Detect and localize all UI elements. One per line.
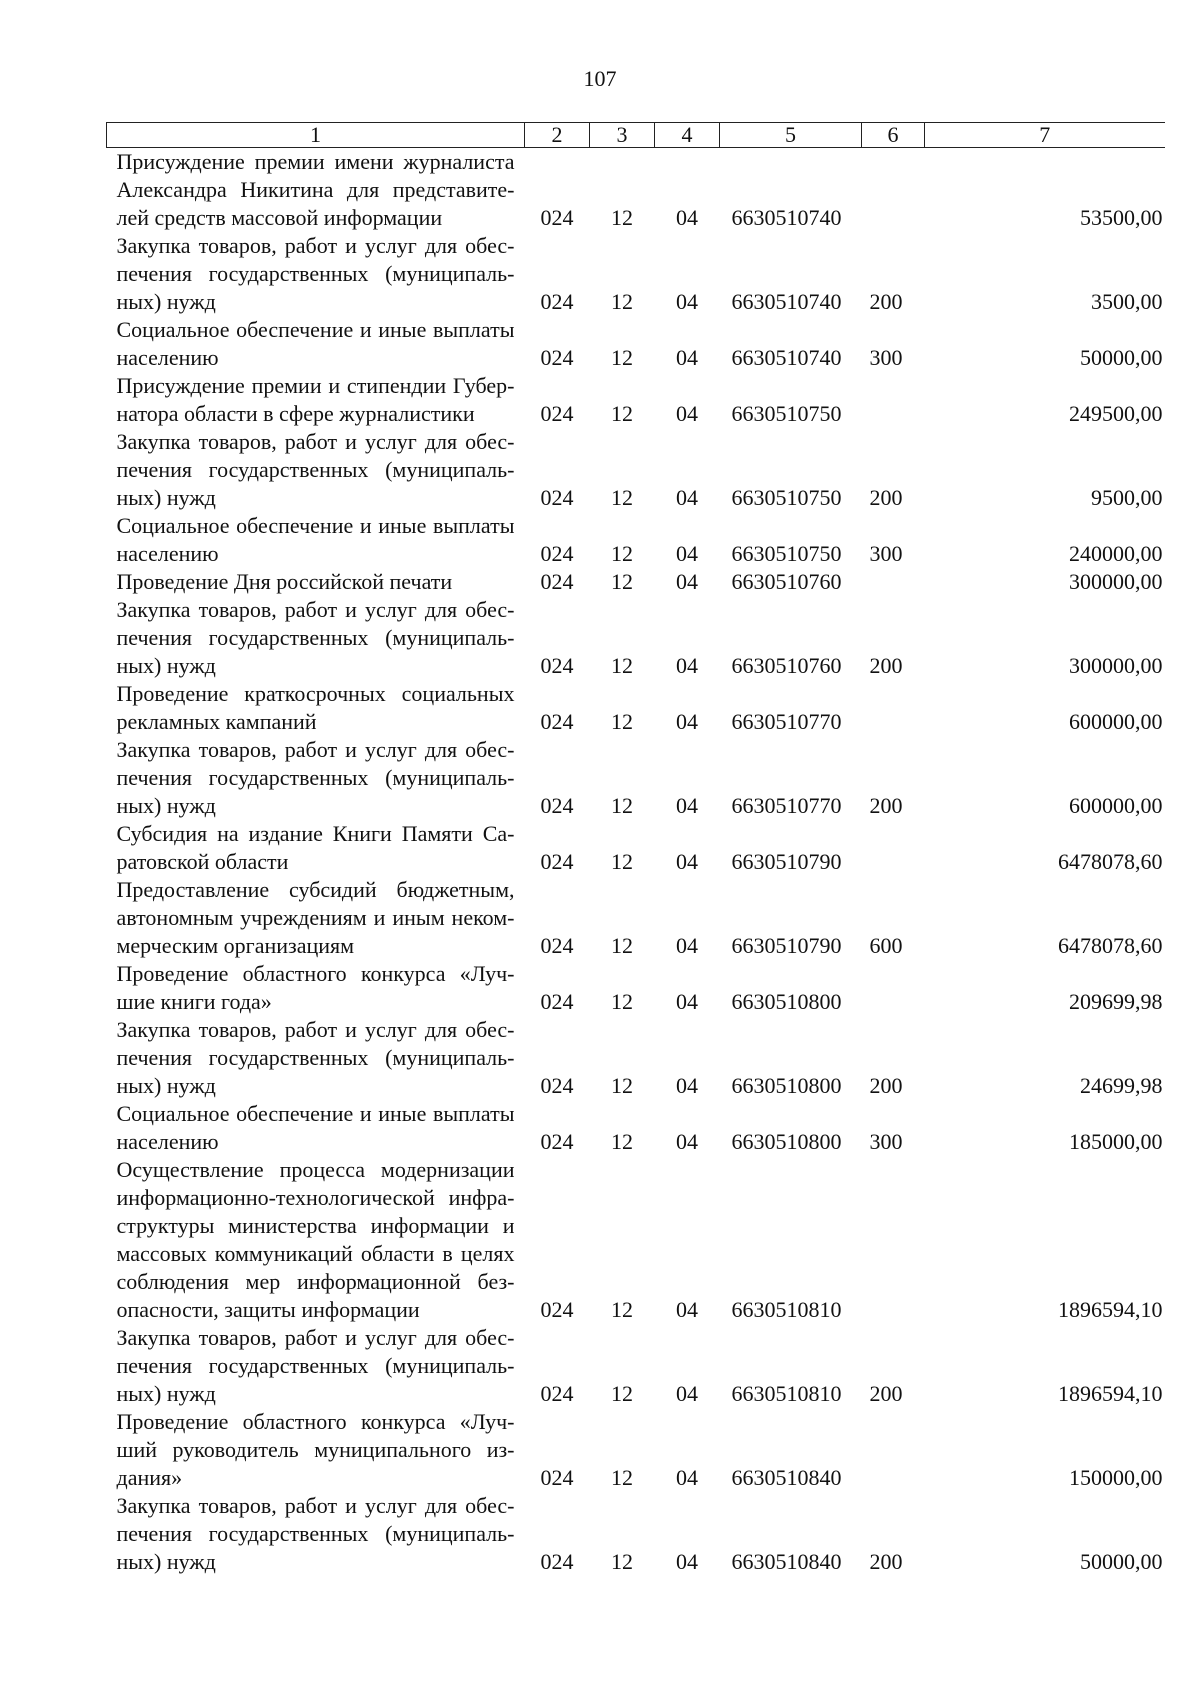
row-ministry-code: 024	[540, 709, 574, 734]
column-header-5: 5	[720, 123, 862, 148]
table-row	[107, 596, 1165, 680]
row-section-code: 12	[611, 541, 633, 566]
row-target-article: 6630510760	[731, 653, 842, 678]
page-number: 107	[583, 66, 617, 91]
row-ministry-code: 024	[540, 541, 574, 566]
table-row	[107, 316, 1165, 372]
row-subsection-code: 04	[676, 485, 698, 510]
row-amount: 50000,00	[1080, 1549, 1163, 1574]
row-target-article: 6630510740	[731, 205, 842, 230]
row-ministry-code: 024	[540, 1465, 574, 1490]
row-expense-type: 200	[869, 653, 903, 678]
row-expense-type: 200	[869, 289, 903, 314]
row-subsection-code: 04	[676, 793, 698, 818]
row-expense-type: 200	[869, 485, 903, 510]
row-description: Закупка товаров, работ и услуг для обес-печения государственных (муниципаль-ных) нужд	[116, 233, 515, 314]
row-description: Закупка товаров, работ и услуг для обес-печения государственных (муниципаль-ных) нужд	[116, 597, 515, 678]
row-description: Проведение краткосрочных социальных рекламных кампаний	[116, 681, 515, 734]
row-ministry-code: 024	[540, 289, 574, 314]
row-target-article: 6630510750	[731, 485, 842, 510]
row-section-code: 12	[611, 289, 633, 314]
row-expense-type	[862, 960, 925, 1016]
row-expense-type	[862, 820, 925, 876]
row-subsection-code: 04	[676, 345, 698, 370]
table-row	[107, 568, 1165, 596]
row-section-code: 12	[611, 1297, 633, 1322]
table-row	[107, 1156, 1165, 1324]
row-description: Предоставление субсидий бюджетным, автономным учреждениям и иным неком-мерческим организациям	[116, 877, 515, 958]
row-amount: 24699,98	[1080, 1073, 1163, 1098]
row-ministry-code: 024	[540, 569, 574, 594]
row-section-code: 12	[611, 1549, 633, 1574]
row-subsection-code: 04	[676, 709, 698, 734]
table-row	[107, 232, 1165, 316]
row-section-code: 12	[611, 849, 633, 874]
row-amount: 1896594,10	[1058, 1297, 1163, 1322]
row-subsection-code: 04	[676, 1465, 698, 1490]
row-target-article: 6630510790	[731, 933, 842, 958]
row-description: Осуществление процесса модернизации информационно-технологической инфра-структуры министерства информации и массовых коммуникаций области в целях соблюдения мер информационной без-опасности, защиты информации	[116, 1157, 515, 1322]
row-ministry-code: 024	[540, 205, 574, 230]
row-subsection-code: 04	[676, 849, 698, 874]
row-description: Проведение Дня российской печати	[116, 569, 453, 594]
row-section-code: 12	[611, 569, 633, 594]
row-amount: 3500,00	[1091, 289, 1163, 314]
row-description: Присуждение премии и стипендии Губер-натора области в сфере журналистики	[116, 373, 515, 426]
row-amount: 240000,00	[1069, 541, 1163, 566]
row-target-article: 6630510770	[731, 793, 842, 818]
row-expense-type: 600	[869, 933, 903, 958]
row-ministry-code: 024	[540, 1297, 574, 1322]
row-section-code: 12	[611, 793, 633, 818]
row-subsection-code: 04	[676, 1381, 698, 1406]
row-ministry-code: 024	[540, 1549, 574, 1574]
row-amount: 249500,00	[1069, 401, 1163, 426]
column-header-4: 4	[655, 123, 720, 148]
row-amount: 600000,00	[1069, 709, 1163, 734]
row-amount: 9500,00	[1091, 485, 1163, 510]
table-header	[107, 123, 1165, 148]
table-row	[107, 148, 1165, 233]
row-description: Закупка товаров, работ и услуг для обес-печения государственных (муниципаль-ных) нужд	[116, 1017, 515, 1098]
row-amount: 53500,00	[1080, 205, 1163, 230]
table-row	[107, 820, 1165, 876]
table-row	[107, 680, 1165, 736]
budget-table	[106, 122, 1165, 1576]
column-header-2: 2	[525, 123, 590, 148]
row-description: Закупка товаров, работ и услуг для обес-печения государственных (муниципаль-ных) нужд	[116, 429, 515, 510]
row-expense-type	[862, 1156, 925, 1324]
row-section-code: 12	[611, 1381, 633, 1406]
row-ministry-code: 024	[540, 1381, 574, 1406]
header-row	[107, 123, 1165, 148]
row-description: Социальное обеспечение и иные выплаты населению	[116, 1101, 515, 1154]
table-row	[107, 1408, 1165, 1492]
row-amount: 209699,98	[1069, 989, 1163, 1014]
row-expense-type: 200	[869, 1073, 903, 1098]
row-amount: 300000,00	[1069, 569, 1163, 594]
row-section-code: 12	[611, 485, 633, 510]
row-section-code: 12	[611, 933, 633, 958]
row-expense-type	[862, 372, 925, 428]
row-target-article: 6630510840	[731, 1549, 842, 1574]
row-subsection-code: 04	[676, 541, 698, 566]
row-expense-type: 200	[869, 793, 903, 818]
column-header-3: 3	[590, 123, 655, 148]
table-row	[107, 1324, 1165, 1408]
table-body	[107, 148, 1165, 1577]
row-ministry-code: 024	[540, 1073, 574, 1098]
row-expense-type: 200	[869, 1549, 903, 1574]
row-target-article: 6630510800	[731, 1129, 842, 1154]
row-target-article: 6630510760	[731, 569, 842, 594]
row-target-article: 6630510800	[731, 1073, 842, 1098]
row-description: Присуждение премии имени журналиста Александра Никитина для представите-лей средств массовой информации	[116, 149, 515, 230]
row-ministry-code: 024	[540, 849, 574, 874]
row-section-code: 12	[611, 345, 633, 370]
row-amount: 1896594,10	[1058, 1381, 1163, 1406]
row-description: Проведение областного конкурса «Луч-ший руководитель муниципального из-дания»	[116, 1409, 515, 1490]
row-amount: 600000,00	[1069, 793, 1163, 818]
row-expense-type	[862, 568, 925, 596]
row-target-article: 6630510840	[731, 1465, 842, 1490]
row-ministry-code: 024	[540, 345, 574, 370]
row-section-code: 12	[611, 205, 633, 230]
row-subsection-code: 04	[676, 933, 698, 958]
row-ministry-code: 024	[540, 1129, 574, 1154]
table-row	[107, 1100, 1165, 1156]
row-ministry-code: 024	[540, 653, 574, 678]
row-section-code: 12	[611, 709, 633, 734]
row-description: Субсидия на издание Книги Памяти Са-ратовской области	[116, 821, 515, 874]
row-description: Закупка товаров, работ и услуг для обес-печения государственных (муниципаль-ных) нужд	[116, 1325, 515, 1406]
row-target-article: 6630510750	[731, 541, 842, 566]
row-subsection-code: 04	[676, 1073, 698, 1098]
row-description: Социальное обеспечение и иные выплаты населению	[116, 513, 515, 566]
row-expense-type: 300	[869, 541, 903, 566]
row-amount: 185000,00	[1069, 1129, 1163, 1154]
row-section-code: 12	[611, 401, 633, 426]
row-expense-type: 300	[869, 1129, 903, 1154]
row-amount: 300000,00	[1069, 653, 1163, 678]
row-amount: 50000,00	[1080, 345, 1163, 370]
row-section-code: 12	[611, 653, 633, 678]
column-header-7: 7	[925, 123, 1165, 148]
row-subsection-code: 04	[676, 1297, 698, 1322]
table-row	[107, 960, 1165, 1016]
row-target-article: 6630510810	[731, 1381, 842, 1406]
row-subsection-code: 04	[676, 653, 698, 678]
row-section-code: 12	[611, 1073, 633, 1098]
row-target-article: 6630510740	[731, 289, 842, 314]
row-target-article: 6630510790	[731, 849, 842, 874]
row-description: Закупка товаров, работ и услуг для обес-печения государственных (муниципаль-ных) нужд	[116, 1493, 515, 1574]
row-subsection-code: 04	[676, 401, 698, 426]
row-ministry-code: 024	[540, 989, 574, 1014]
row-section-code: 12	[611, 1129, 633, 1154]
row-description: Социальное обеспечение и иные выплаты населению	[116, 317, 515, 370]
table-row	[107, 876, 1165, 960]
row-description: Проведение областного конкурса «Луч-шие книги года»	[116, 961, 515, 1014]
row-subsection-code: 04	[676, 289, 698, 314]
row-expense-type	[862, 148, 925, 233]
row-expense-type: 300	[869, 345, 903, 370]
row-target-article: 6630510810	[731, 1297, 842, 1322]
table-row	[107, 512, 1165, 568]
row-amount: 6478078,60	[1058, 849, 1163, 874]
row-description: Закупка товаров, работ и услуг для обес-печения государственных (муниципаль-ных) нужд	[116, 737, 515, 818]
table-row	[107, 1492, 1165, 1576]
row-amount: 6478078,60	[1058, 933, 1163, 958]
row-amount: 150000,00	[1069, 1465, 1163, 1490]
row-section-code: 12	[611, 1465, 633, 1490]
table-row	[107, 372, 1165, 428]
row-target-article: 6630510770	[731, 709, 842, 734]
row-ministry-code: 024	[540, 485, 574, 510]
row-subsection-code: 04	[676, 1129, 698, 1154]
table-row	[107, 1016, 1165, 1100]
row-target-article: 6630510740	[731, 345, 842, 370]
row-expense-type	[862, 680, 925, 736]
row-expense-type: 200	[869, 1381, 903, 1406]
column-header-6: 6	[862, 123, 925, 148]
row-expense-type	[862, 1408, 925, 1492]
row-ministry-code: 024	[540, 793, 574, 818]
row-target-article: 6630510800	[731, 989, 842, 1014]
row-subsection-code: 04	[676, 989, 698, 1014]
row-subsection-code: 04	[676, 1549, 698, 1574]
row-subsection-code: 04	[676, 205, 698, 230]
column-header-1: 1	[107, 123, 525, 148]
row-ministry-code: 024	[540, 933, 574, 958]
table-row	[107, 428, 1165, 512]
row-subsection-code: 04	[676, 569, 698, 594]
row-section-code: 12	[611, 989, 633, 1014]
row-target-article: 6630510750	[731, 401, 842, 426]
row-ministry-code: 024	[540, 401, 574, 426]
table-row	[107, 736, 1165, 820]
